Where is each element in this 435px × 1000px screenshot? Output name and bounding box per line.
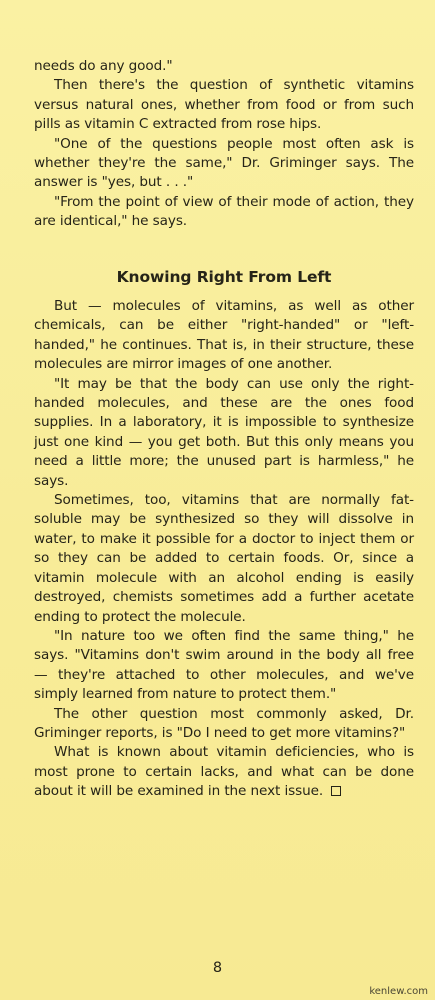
paragraph-right-left-handed: But — molecules of vitamins, as well as other chemicals, can be either "right-handed" or "left-handed," he continues. That is, in their structure, these molecules are mirror images of one another.	[34, 298, 414, 373]
section-heading: Knowing Right From Left	[116, 268, 332, 286]
page-number: 8	[212, 960, 223, 976]
watermark-text: kenlew.com	[369, 986, 428, 997]
paragraph-next-issue	[34, 743, 414, 801]
article-text-bottom	[34, 297, 414, 802]
end-mark-box-icon	[331, 786, 341, 796]
paragraph-fat-soluble: Sometimes, too, vitamins that are normally fat-soluble may be synthesized so they will dissolve in water, to make it possible for a doctor to inject them or so they can be added to certain foods. Or, since a vitamin molecule with an alcohol ending is easily destroyed, chemists sometimes add a further acetate ending to protect the molecule.	[34, 492, 414, 625]
paragraph-body-uses-right-handed: "It may be that the body can use only the right-handed molecules, and these are the ones food supplies. In a laboratory, it is impossible to synthesize just one kind — you get both. But this only means you need a little more; the unused part is harmless," he says.	[34, 375, 414, 489]
next-issue-text: What is known about vitamin deficiencies, who is most prone to certain lacks, and what can be done about it will be examined in the next issue.	[34, 744, 414, 800]
paragraph-mode-of-action: "From the point of view of their mode of action, they are identical," he says.	[34, 193, 414, 230]
paragraph-synthetic-vs-natural: Then there's the question of synthetic vitamins versus natural ones, whether from food or from such pills as vitamin C extracted from rose hips.	[34, 77, 414, 133]
paragraph-questions-people-ask: "One of the questions people most often ask is whether they're the same," Dr. Griminger says. The answer is "yes, but . . ."	[34, 135, 414, 191]
article-text-top	[34, 57, 414, 232]
paragraph-nature-protects: "In nature too we often find the same thing," he says. "Vitamins don't swim around in the body all free — they're attached to other molecules, and we've simply learned from nature to protect them."	[34, 627, 414, 703]
paragraph-other-question: The other question most commonly asked, Dr. Griminger reports, is "Do I need to get more vitamins?"	[34, 705, 414, 741]
paragraph-continued: needs do any good."	[34, 58, 173, 74]
